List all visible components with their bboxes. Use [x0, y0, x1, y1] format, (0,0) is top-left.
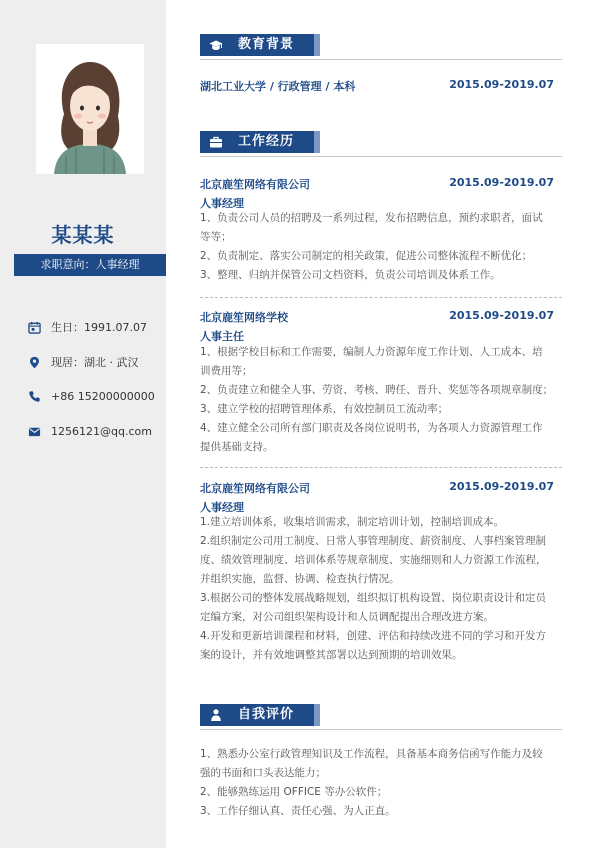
duty-line: 案的设计，并有效地调整其部署以达到预期的培训效果。 — [200, 649, 463, 661]
mail-icon — [28, 425, 41, 438]
duty-line: 度、绩效管理制度、培训体系等规章制度、实施细则和人力资源工作流程， — [200, 554, 547, 566]
duty-line: 4、建立健全公司所有部门职责及各岗位说明书，为各项人力资源管理工作 — [200, 422, 543, 434]
calendar-icon — [28, 321, 41, 334]
duty-line: 2、负责建立和健全人事、劳资、考核、聘任、晋升、奖惩等各项规章制度； — [200, 384, 554, 396]
eval-line: 2、能够熟练运用 OFFICE 等办公软件； — [200, 786, 388, 798]
section-title-education: 教育背景 — [238, 37, 295, 52]
section-header-work — [200, 131, 562, 157]
contact-location — [28, 354, 139, 370]
job-header — [200, 480, 562, 496]
email-text: 1256121@qq.com — [51, 425, 152, 438]
duty-line: 3、建立学校的招聘管理体系，有效控制员工流动率； — [200, 403, 449, 415]
phone-icon — [28, 390, 41, 403]
education-date: 2015.09-2019.07 — [449, 78, 554, 91]
education-row — [200, 78, 562, 94]
person-icon — [209, 708, 223, 722]
graduation-cap-icon — [209, 38, 223, 52]
job-header — [200, 176, 562, 192]
duty-line: 3.根据公司的整体发展战略规划，组织拟订机构设置、岗位职责设计和定员 — [200, 592, 547, 604]
eval-line: 3、工作仔细认真、责任心强、为人正直。 — [200, 805, 396, 817]
job-intent-banner: 求职意向：人事经理 — [14, 254, 166, 276]
job-company: 北京鹿笙网络有限公司 — [200, 178, 310, 191]
duty-line: 1.建立培训体系，收集培训需求，制定培训计划，控制培训成本。 — [200, 516, 505, 528]
section-header-self-eval — [200, 704, 562, 730]
duty-line: 定编方案，对公司组织架构设计和人员调配提出合理改进方案。 — [200, 611, 494, 623]
duty-line: 2.组织制定公司用工制度、日常人事管理制度、薪资制度、人事档案管理制 — [200, 535, 547, 547]
job-role: 人事经理 — [200, 197, 244, 210]
job-divider — [200, 467, 562, 468]
candidate-name: 某某某 — [51, 223, 115, 247]
job-role: 人事经理 — [200, 501, 244, 514]
job-duties — [200, 209, 562, 285]
eval-line: 1、熟悉办公室行政管理知识及工作流程，具备基本商务信函写作能力及较 — [200, 748, 543, 760]
contact-email — [28, 425, 152, 438]
location-pin-icon — [28, 356, 41, 369]
duty-line: 并组织实施，监督、协调、检查执行情况。 — [200, 573, 400, 585]
job-header — [200, 309, 562, 325]
job-divider — [200, 297, 562, 298]
self-eval-text — [200, 745, 562, 821]
duty-line: 训费用等； — [200, 365, 253, 377]
section-title-work: 工作经历 — [238, 134, 295, 149]
section-header-education — [200, 34, 562, 60]
eval-line: 强的书面和口头表达能力； — [200, 767, 326, 779]
duty-line: 提供基础支持。 — [200, 441, 274, 453]
duty-line: 2、负责制定、落实公司制定的相关政策，促进公司整体流程不断优化； — [200, 250, 533, 262]
location-text: 现居：湖北 · 武汉 — [51, 356, 139, 369]
job-date: 2015.09-2019.07 — [449, 309, 554, 322]
duty-line: 等等； — [200, 231, 232, 243]
job-duties — [200, 343, 562, 457]
duty-line: 1、负责公司人员的招聘及一系列过程，发布招聘信息，预约求职者，面试 — [200, 212, 543, 224]
education-school-line: 湖北工业大学 / 行政管理 / 本科 — [200, 80, 356, 93]
duty-line: 4.开发和更新培训课程和材料，创建、评估和持续改进不同的学习和开发方 — [200, 630, 547, 642]
briefcase-icon — [209, 135, 223, 149]
contact-birthday — [28, 319, 147, 335]
contact-phone — [28, 390, 155, 403]
job-company: 北京鹿笙网络有限公司 — [200, 482, 310, 495]
avatar — [36, 44, 144, 174]
phone-text: +86 15200000000 — [51, 390, 155, 403]
duty-line: 1、根据学校目标和工作需要，编制人力资源年度工作计划、人工成本、培 — [200, 346, 543, 358]
job-date: 2015.09-2019.07 — [449, 176, 554, 189]
job-role: 人事主任 — [200, 330, 244, 343]
job-duties — [200, 513, 562, 665]
birthday-text: 生日：1991.07.07 — [51, 321, 147, 334]
section-title-self-eval: 自我评价 — [238, 707, 295, 722]
duty-line: 3、整理、归纳并保管公司文档资料，负责公司培训及体系工作。 — [200, 269, 501, 281]
job-company: 北京鹿笙网络学校 — [200, 311, 288, 324]
job-date: 2015.09-2019.07 — [449, 480, 554, 493]
